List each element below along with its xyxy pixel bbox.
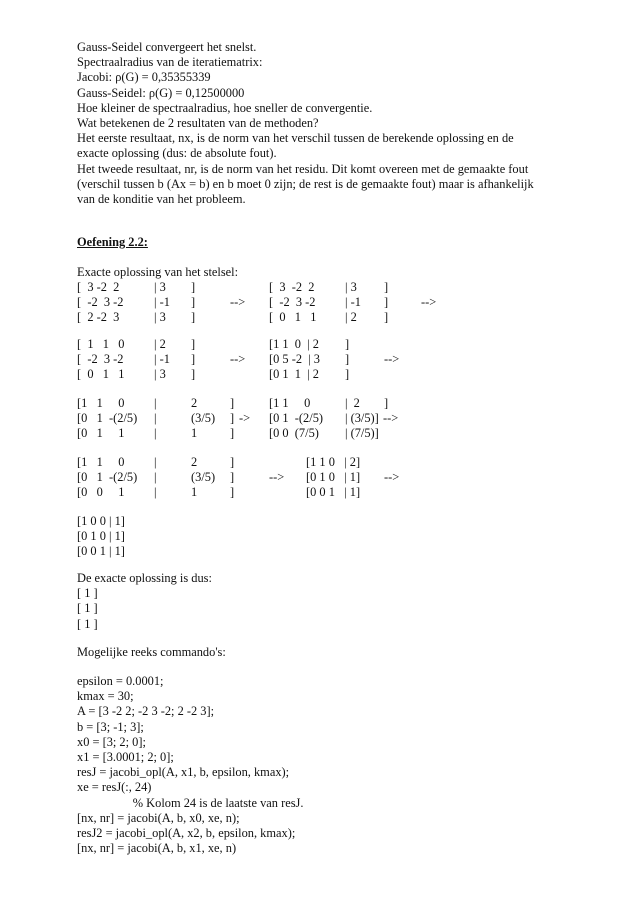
matrix-rhs: | 2	[345, 310, 357, 324]
command-list	[77, 674, 303, 856]
matrix-bar: |	[154, 470, 157, 484]
matrix-bar: |	[154, 455, 157, 469]
matrix-row: [0 0 1	[77, 485, 125, 499]
arrow: -->	[384, 352, 400, 366]
intro-line: van de konditie van het probleem.	[77, 191, 246, 206]
intro-line: Spectraalradius van de iteratiematrix:	[77, 55, 263, 70]
matrix-bracket: ]	[191, 310, 196, 324]
matrix-bracket: ]	[230, 426, 235, 440]
matrix-row: [ 0 1 1	[77, 367, 125, 381]
matrix-row: [0 1 1 | 2	[269, 367, 319, 381]
matrix-row: [1 1 0	[77, 455, 125, 469]
matrix-bracket: ]	[230, 411, 235, 425]
arrow: -->	[269, 470, 285, 484]
matrix-row: [0 0 (7/5)	[269, 426, 319, 440]
matrix-bracket: ]	[230, 470, 235, 484]
matrix-row: [ 3 -2 2	[269, 280, 315, 294]
matrix-bracket: ]	[345, 367, 350, 381]
solution-row: [ 1 ]	[77, 601, 98, 616]
matrix-bracket: ]	[384, 396, 389, 410]
matrix-row: [1 1 0	[269, 396, 311, 410]
solution-block	[77, 571, 212, 632]
arrow: -->	[383, 411, 399, 425]
matrix-bracket: ]	[345, 352, 350, 366]
matrix-row: [0 1 1	[77, 426, 125, 440]
matrix-bracket: ]	[384, 280, 389, 294]
matrix-bracket: ]	[191, 337, 196, 351]
matrix-bar: |	[154, 426, 157, 440]
matrix-rhs: | 3	[154, 367, 166, 381]
matrix-rhs: 2	[191, 396, 198, 410]
matrix-row: [0 1 -(2/5)	[269, 411, 324, 425]
command-line: xe = resJ(:, 24)	[77, 780, 152, 795]
matrix-bracket: ]	[384, 310, 389, 324]
intro-line: Wat betekenen de 2 resultaten van de methoden?	[77, 115, 319, 130]
matrix-row: [0 0 1 | 1]	[77, 544, 125, 559]
matrix-bracket: ]	[191, 367, 196, 381]
matrix-bracket: ]	[230, 485, 235, 499]
identity-matrix	[77, 514, 125, 560]
command-line: x1 = [3.0001; 2; 0];	[77, 749, 174, 764]
matrix-bar: |	[154, 396, 157, 410]
matrix-rhs: | -1	[154, 352, 170, 366]
matrix-row: [ -2 3 -2	[77, 295, 124, 309]
matrix-bar: |	[154, 485, 157, 499]
solution-intro: De exacte oplossing is dus:	[77, 571, 212, 585]
matrix-row: [1 1 0 | 2	[269, 337, 319, 351]
command-line: [nx, nr] = jacobi(A, b, x0, xe, n);	[77, 810, 240, 825]
matrix-rhs: | (3/5)]	[345, 411, 379, 425]
matrix-rhs: | -1	[345, 295, 361, 309]
command-comment: % Kolom 24 is de laatste van resJ.	[77, 795, 304, 810]
matrix-rhs: | 2	[345, 396, 360, 410]
command-line: x0 = [3; 2; 0];	[77, 734, 146, 749]
command-line: resJ = jacobi_opl(A, x1, b, epsilon, kmax);	[77, 765, 290, 780]
matrix-row: [ 2 -2 3	[77, 310, 120, 324]
matrix-rhs: | -1	[154, 295, 170, 309]
matrix-row: [ 3 -2 2	[77, 280, 120, 294]
matrix-row: [1 1 0	[77, 396, 125, 410]
intro-line: Het tweede resultaat, nr, is de norm van het residu. Dit komt overeen met de gemaakte fout	[77, 161, 529, 176]
matrix-rhs: | 3	[154, 280, 166, 294]
intro-line: Gauss-Seidel convergeert het snelst.	[77, 40, 257, 54]
intro-line: (verschil tussen b (Ax = b) en b moet 0 zijn; de rest is de gemaakte fout) maar is afhankelijk	[77, 176, 534, 191]
arrow: -->	[230, 352, 246, 366]
matrix-row: [0 5 -2 | 3	[269, 352, 321, 366]
matrix-bracket: ]	[191, 295, 196, 309]
exercise-heading: Oefening 2.2:	[77, 235, 148, 249]
matrix-row: [0 0 1 | 1]	[306, 485, 361, 499]
matrix-row: [ 0 1 1	[269, 310, 317, 324]
intro-line: Gauss-Seidel: ρ(G) = 0,12500000	[77, 85, 245, 100]
matrix-bar: |	[154, 411, 157, 425]
arrow: -->	[230, 295, 246, 309]
arrow: ->	[239, 411, 251, 425]
arrow: -->	[384, 470, 400, 484]
arrow: -->	[421, 295, 437, 309]
matrix-row: [0 1 0 | 1]	[306, 470, 361, 484]
matrix-rhs: 2	[191, 455, 198, 469]
command-line: kmax = 30;	[77, 689, 134, 704]
matrix-rhs: | 3	[345, 280, 357, 294]
solution-row: [ 1 ]	[77, 586, 98, 601]
matrix-rhs: (3/5)	[191, 411, 216, 425]
matrix-bracket: ]	[384, 295, 389, 309]
command-line: epsilon = 0.0001;	[77, 674, 164, 688]
command-line: A = [3 -2 2; -2 3 -2; 2 -2 3];	[77, 704, 215, 719]
matrix-bracket: ]	[191, 352, 196, 366]
matrix-row: [0 1 -(2/5)	[77, 470, 138, 484]
matrix-row: [1 1 0 | 2]	[306, 455, 361, 469]
matrix-rhs: | 2	[154, 337, 166, 351]
solution-row: [ 1 ]	[77, 616, 98, 631]
intro-line: Jacobi: ρ(G) = 0,35355339	[77, 70, 211, 85]
intro-line: Hoe kleiner de spectraalradius, hoe sneller de convergentie.	[77, 100, 373, 115]
matrix-row: [ -2 3 -2	[77, 352, 124, 366]
commands-intro: Mogelijke reeks commando's:	[77, 645, 226, 659]
matrix-bracket: ]	[230, 396, 235, 410]
exact-solution-intro: Exacte oplossing van het stelsel:	[77, 265, 239, 279]
intro-text	[77, 40, 534, 207]
command-line: b = [3; -1; 3];	[77, 719, 144, 734]
matrix-rhs: | (7/5)]	[345, 426, 379, 440]
matrix-rhs: (3/5)	[191, 470, 216, 484]
matrix-row: [0 1 0 | 1]	[77, 529, 125, 544]
matrix-bracket: ]	[230, 455, 235, 469]
matrix-row: [1 0 0 | 1]	[77, 514, 125, 528]
matrix-row: [0 1 -(2/5)	[77, 411, 138, 425]
matrix-rhs: | 3	[154, 310, 166, 324]
command-line: resJ2 = jacobi_opl(A, x2, b, epsilon, kmax);	[77, 825, 296, 840]
matrix-row: [ 1 1 0	[77, 337, 125, 351]
matrix-bracket: ]	[345, 337, 350, 351]
intro-line: Het eerste resultaat, nx, is de norm van het verschil tussen de berekende oplossing en de	[77, 131, 514, 146]
intro-line: exacte oplossing (dus: de absolute fout).	[77, 146, 277, 161]
matrix-bracket: ]	[191, 280, 196, 294]
matrix-row: [ -2 3 -2	[269, 295, 316, 309]
matrix-rhs: 1	[191, 485, 198, 499]
matrix-rhs: 1	[191, 426, 198, 440]
command-line: [nx, nr] = jacobi(A, b, x1, xe, n)	[77, 841, 237, 856]
